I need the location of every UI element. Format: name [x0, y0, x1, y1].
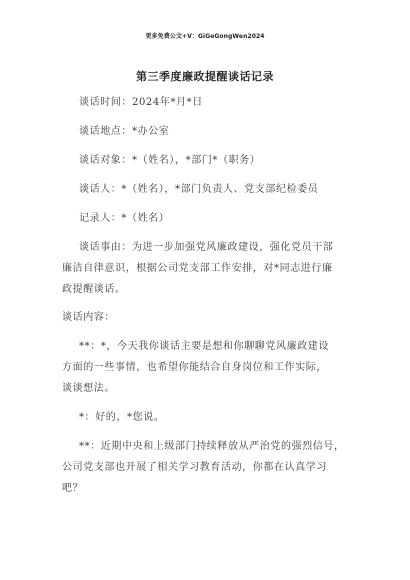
header-note: 更多免费公文+V：GiGeGongWen2024: [145, 33, 265, 40]
field-recorder: 记录人：*（姓名）: [79, 213, 170, 224]
dialogue-p2-line-1: *：好的，*您说。: [79, 412, 165, 423]
reason-line-1: 谈话事由：为进一步加强党风廉政建设，强化党员干部: [79, 242, 334, 253]
dialogue-p3-line-2: 公司党支部也开展了相关学习教育活动，你都在认真学习: [62, 462, 327, 473]
field-target: 谈话对象：*（姓名），*部门*（职务）: [79, 155, 261, 166]
field-time: 谈话时间：2024年*月*日: [79, 97, 203, 108]
dialogue-p1-line-1: **：*，今天我你谈话主要是想和你聊聊党风廉政建设: [79, 341, 329, 352]
reason-line-3: 政提醒谈话。: [62, 284, 126, 295]
field-place: 谈话地点：*办公室: [79, 126, 170, 137]
field-talker: 谈话人：*（姓名），*部门负责人、党支部纪检委员: [79, 184, 319, 195]
dialogue-p3-line-3: 吧？: [62, 483, 84, 494]
reason-line-2: 廉洁自律意识，根据公司党支部工作安排，对*同志进行廉: [62, 263, 333, 274]
dialogue-p3-line-1: **：近期中央和上级部门持续释放从严治党的强烈信号，: [79, 441, 345, 452]
dialogue-p1-line-2: 方面的一些事情，也希望你能结合自身岗位和工作实际，: [62, 362, 327, 373]
document-title: 第三季度廉政提醒谈话记录: [136, 70, 274, 83]
content-label: 谈话内容：: [62, 312, 115, 323]
dialogue-p1-line-3: 谈谈想法。: [62, 383, 115, 394]
